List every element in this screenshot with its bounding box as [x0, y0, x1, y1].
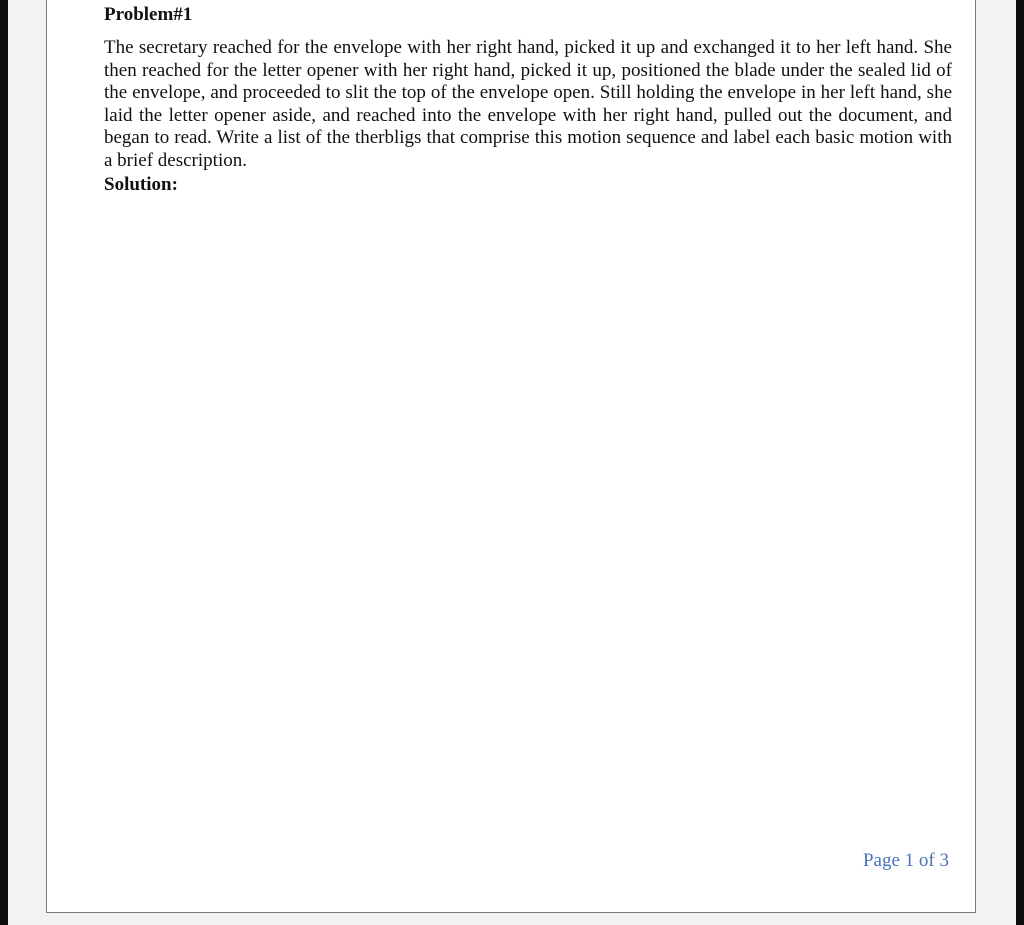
page-content	[104, 0, 952, 197]
page-indicator: Page 1 of 3	[862, 850, 949, 871]
solution-label: Solution:	[104, 173, 178, 195]
problem-text: The secretary reached for the envelope with her right hand, picked it up and exchanged it to her left hand. She then reached for the letter opener with her right hand, picked it up, positioned the blade under the sealed lid of the envelope, and proceeded to slit the top of the envelope open. Still holding the envelope in her left hand, she laid the letter opener aside, and reached into the envelope with her right hand, pulled out the document, and began to read. Write a list of the therbligs that comprise this motion sequence and label each basic motion with a brief description.	[104, 37, 952, 171]
problem-heading: Problem#1	[104, 4, 193, 25]
document-page	[46, 0, 976, 913]
